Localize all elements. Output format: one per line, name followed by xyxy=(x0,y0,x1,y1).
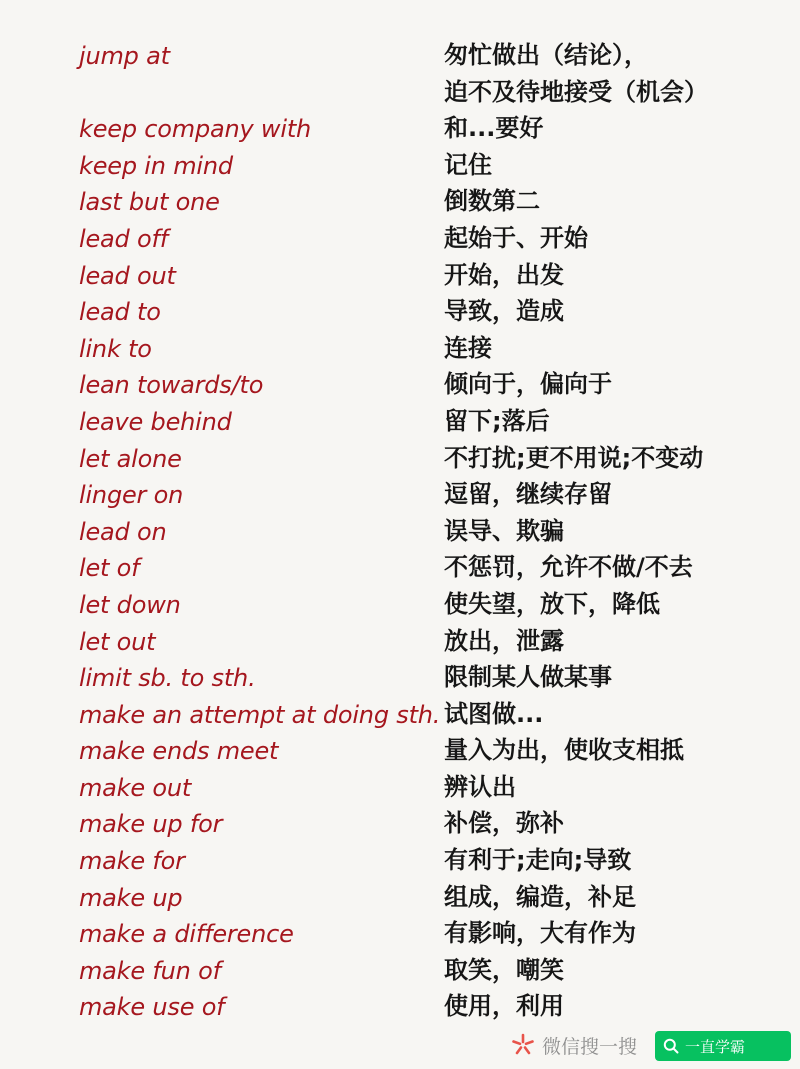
watermark xyxy=(510,1030,637,1060)
phrase-chinese-line: 倒数第二 xyxy=(444,187,540,216)
wechat-search-logo-icon xyxy=(510,1032,536,1058)
phrase-chinese-line: 开始，出发 xyxy=(444,260,564,289)
phrase-chinese xyxy=(444,549,693,586)
phrase-row xyxy=(0,589,800,626)
phrase-chinese xyxy=(444,513,564,550)
phrase-chinese-line: 有利于;走向;导致 xyxy=(444,846,632,875)
phrase-row xyxy=(0,150,800,187)
phrase-chinese xyxy=(444,330,492,367)
search-icon xyxy=(663,1038,679,1054)
watermark-text: 微信搜一搜 xyxy=(542,1035,638,1058)
phrase-row xyxy=(0,369,800,406)
phrase-english: keep in mind xyxy=(79,151,233,180)
phrase-row xyxy=(0,552,800,589)
phrase-chinese-line: 不惩罚，允许不做/不去 xyxy=(444,553,693,582)
phrase-english: make a difference xyxy=(79,920,294,949)
phrase-chinese xyxy=(444,915,636,952)
phrase-chinese xyxy=(444,110,543,147)
phrase-english: let alone xyxy=(79,444,182,473)
phrase-english: make out xyxy=(79,773,192,802)
phrase-chinese-line: 误导、欺骗 xyxy=(444,516,564,545)
phrase-chinese-line: 导致，造成 xyxy=(444,297,564,326)
phrase-chinese xyxy=(444,769,516,806)
phrase-row xyxy=(0,223,800,260)
phrase-english: linger on xyxy=(79,481,184,510)
phrase-chinese-line: 迫不及待地接受（机会） xyxy=(444,77,708,106)
phrase-english: lead on xyxy=(79,517,167,546)
phrase-chinese-line: 起始于、开始 xyxy=(444,223,588,252)
phrase-chinese xyxy=(444,842,631,879)
phrase-chinese-line: 辨认出 xyxy=(444,772,516,801)
phrase-row xyxy=(0,699,800,736)
phrase-chinese-line: 连接 xyxy=(444,333,492,362)
phrase-chinese xyxy=(444,147,492,184)
phrase-english: make use of xyxy=(79,993,225,1022)
phrase-row xyxy=(0,260,800,297)
phrase-row xyxy=(0,955,800,992)
phrase-english: lead to xyxy=(79,298,161,327)
phrase-chinese-line: 试图做... xyxy=(444,699,544,728)
phrase-chinese-line: 记住 xyxy=(444,150,492,179)
phrase-chinese-line: 不打扰;更不用说;不变动 xyxy=(444,443,704,472)
phrase-chinese-line: 和...要好 xyxy=(444,114,544,143)
phrase-chinese xyxy=(444,879,636,916)
phrase-english: lead out xyxy=(79,261,176,290)
phrase-english: make up xyxy=(79,883,183,912)
phrase-chinese-line: 有影响，大有作为 xyxy=(444,919,636,948)
phrase-chinese-line: 量入为出，使收支相抵 xyxy=(444,736,684,765)
phrase-english: jump at xyxy=(79,42,170,70)
phrase-chinese xyxy=(444,37,708,110)
phrase-chinese xyxy=(444,805,564,842)
phrase-chinese xyxy=(444,952,564,989)
phrase-chinese xyxy=(444,366,612,403)
phrase-english: lead off xyxy=(79,224,168,253)
phrase-chinese-line: 组成，编造，补足 xyxy=(444,882,636,911)
phrase-chinese-line: 逗留，继续存留 xyxy=(444,480,612,509)
phrase-english: let out xyxy=(79,627,156,656)
phrase-english: make fun of xyxy=(79,956,221,985)
phrase-row xyxy=(0,479,800,516)
phrase-english: last but one xyxy=(79,188,220,217)
search-badge[interactable] xyxy=(655,1031,791,1061)
phrase-chinese xyxy=(444,988,564,1025)
phrase-chinese-line: 放出，泄露 xyxy=(444,626,564,655)
phrase-list xyxy=(0,40,800,1028)
phrase-chinese xyxy=(444,696,543,733)
phrase-english: leave behind xyxy=(79,407,232,436)
phrase-english: keep company with xyxy=(79,115,312,144)
phrase-row xyxy=(0,845,800,882)
phrase-row xyxy=(0,882,800,919)
phrase-row xyxy=(0,626,800,663)
phrase-chinese xyxy=(444,623,564,660)
phrase-chinese xyxy=(444,659,612,696)
phrase-chinese-line: 取笑，嘲笑 xyxy=(444,955,564,984)
phrase-english: link to xyxy=(79,334,152,363)
phrase-row xyxy=(0,918,800,955)
phrase-row xyxy=(0,516,800,553)
phrase-chinese xyxy=(444,476,612,513)
phrase-chinese xyxy=(444,732,684,769)
phrase-chinese-line: 补偿，弥补 xyxy=(444,809,564,838)
phrase-row xyxy=(0,808,800,845)
phrase-english: let down xyxy=(79,590,181,619)
phrase-row xyxy=(0,40,800,113)
phrase-row xyxy=(0,296,800,333)
phrase-chinese xyxy=(444,257,564,294)
phrase-english: limit sb. to sth. xyxy=(79,664,256,693)
phrase-english: make ends meet xyxy=(79,737,279,766)
phrase-english: make an attempt at doing sth. xyxy=(79,700,441,729)
phrase-chinese-line: 使用，利用 xyxy=(444,992,564,1021)
phrase-chinese xyxy=(444,220,588,257)
phrase-english: make for xyxy=(79,847,185,876)
phrase-row xyxy=(0,113,800,150)
phrase-row xyxy=(0,662,800,699)
phrase-chinese xyxy=(444,586,660,623)
phrase-chinese-line: 限制某人做某事 xyxy=(444,663,612,692)
phrase-row xyxy=(0,735,800,772)
phrase-chinese-line: 使失望，放下，降低 xyxy=(444,589,660,618)
phrase-chinese-line: 倾向于，偏向于 xyxy=(444,370,612,399)
phrase-row xyxy=(0,772,800,809)
phrase-english: lean towards/to xyxy=(79,371,264,400)
phrase-row xyxy=(0,186,800,223)
phrase-chinese-line: 匆忙做出（结论）， xyxy=(444,41,648,69)
phrase-chinese xyxy=(444,440,703,477)
phrase-chinese xyxy=(444,183,540,220)
phrase-row xyxy=(0,333,800,370)
phrase-chinese xyxy=(444,403,550,440)
search-badge-label: 一直学霸 xyxy=(685,1037,746,1056)
phrase-english: let of xyxy=(79,554,140,583)
phrase-english: make up for xyxy=(79,810,223,839)
phrase-row xyxy=(0,406,800,443)
phrase-row xyxy=(0,443,800,480)
phrase-row xyxy=(0,991,800,1028)
phrase-chinese xyxy=(444,293,564,330)
phrase-chinese-line: 留下;落后 xyxy=(444,406,550,435)
